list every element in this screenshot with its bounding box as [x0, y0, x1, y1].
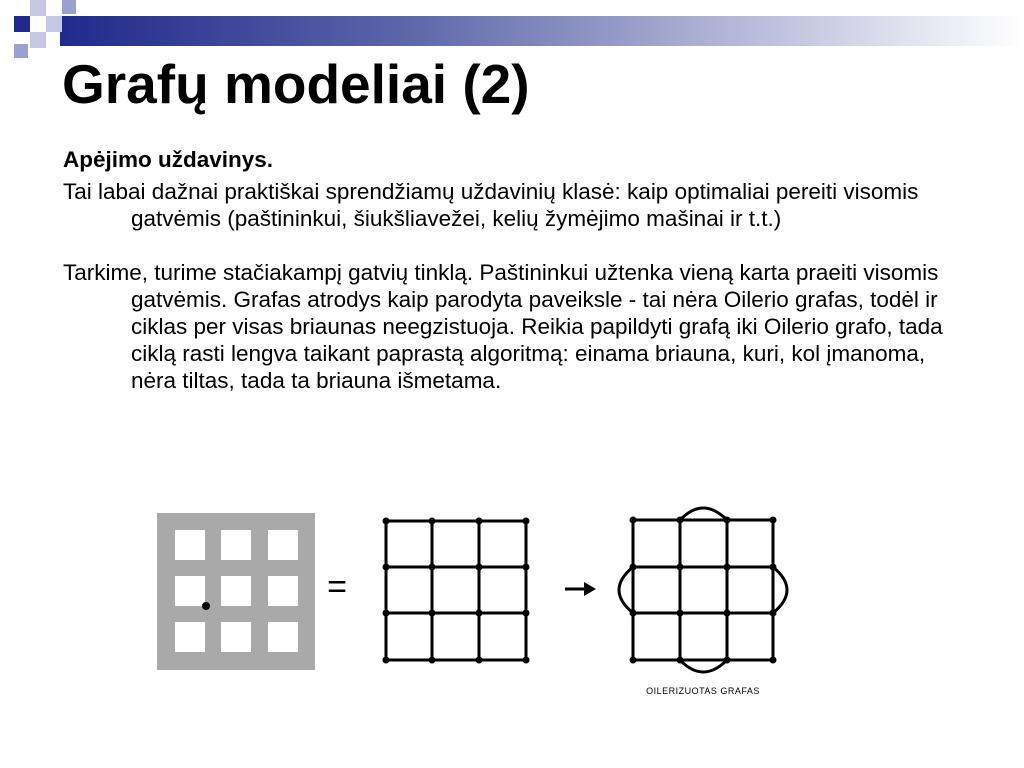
- figure-caption: OILERIZUOTAS GRAFAS: [646, 686, 760, 696]
- graph-vertex: [476, 610, 483, 617]
- graph-vertex: [476, 518, 483, 525]
- graph-vertex: [770, 564, 777, 571]
- added-edge-left: [619, 567, 633, 613]
- graph-vertex: [383, 564, 390, 571]
- graph-vertex: [630, 517, 637, 524]
- start-point: [202, 602, 210, 610]
- city-blocks: [175, 530, 298, 652]
- added-edge-bottom: [680, 660, 727, 672]
- graph-vertex: [383, 518, 390, 525]
- graph-vertex: [429, 518, 436, 525]
- city-block: [221, 576, 251, 606]
- city-block: [175, 622, 205, 652]
- graph-vertex: [523, 610, 530, 617]
- graph-vertex: [476, 657, 483, 664]
- paragraph-1: Tai labai dažnai praktiškai sprendžiamų uždavinių klasė: kaip optimaliai pereiti visomis gatvėmis (paštininkui, šiukšliavežei, kelių žymėjimo mašinai ir t.t.): [63, 179, 919, 231]
- graph-vertex: [770, 657, 777, 664]
- city-block: [221, 622, 251, 652]
- graph-vertex: [770, 517, 777, 524]
- city-block: [175, 530, 205, 560]
- graph-vertex: [677, 657, 684, 664]
- graph-vertex: [523, 564, 530, 571]
- graph-vertex: [523, 657, 530, 664]
- grid-graph: [383, 518, 530, 664]
- graph-vertex: [770, 610, 777, 617]
- graph-vertex: [429, 657, 436, 664]
- graph-vertex: [630, 564, 637, 571]
- graph-vertex: [677, 517, 684, 524]
- graph-vertex: [383, 610, 390, 617]
- graph-vertex: [724, 517, 731, 524]
- graph-vertex: [476, 564, 483, 571]
- city-block: [268, 530, 298, 560]
- paragraph-2: Tarkime, turime stačiakampį gatvių tinklą. Paštininkui užtenka vieną karta praeiti visomis gatvėmis. Grafas atrodys kaip parodyta paveiksle - tai nėra Oilerio grafas, todėl ir ciklas per visas briaunas neegzistuoja. Reikia papildyti grafą iki Oilerio grafo, tada ciklą rasti lengva taikant paprastą algoritmą: einama briauna, kuri, kol įmanoma, nėra tiltas, tada ta briauna išmetama.: [63, 260, 943, 393]
- city-block: [221, 530, 251, 560]
- slide-title: Grafų modeliai (2): [62, 53, 530, 115]
- graph-vertex: [677, 564, 684, 571]
- graph-vertex: [724, 657, 731, 664]
- graph-vertex: [630, 610, 637, 617]
- street-map: [157, 513, 315, 670]
- graph-vertex: [724, 610, 731, 617]
- city-block: [268, 622, 298, 652]
- graph-vertex: [630, 657, 637, 664]
- added-edge-right: [773, 567, 787, 613]
- arrow-icon: [565, 582, 596, 596]
- eulerized-graph: [619, 508, 787, 672]
- added-edge-top: [680, 508, 727, 520]
- city-block: [175, 576, 205, 606]
- city-block: [268, 576, 298, 606]
- graph-vertex: [429, 610, 436, 617]
- graph-vertex: [677, 610, 684, 617]
- graph-vertex: [383, 657, 390, 664]
- graph-vertex: [523, 518, 530, 525]
- graph-vertex: [724, 564, 731, 571]
- equals-symbol: =: [327, 568, 347, 606]
- graph-vertex: [429, 564, 436, 571]
- subheading: Apėjimo uždavinys.: [63, 147, 274, 172]
